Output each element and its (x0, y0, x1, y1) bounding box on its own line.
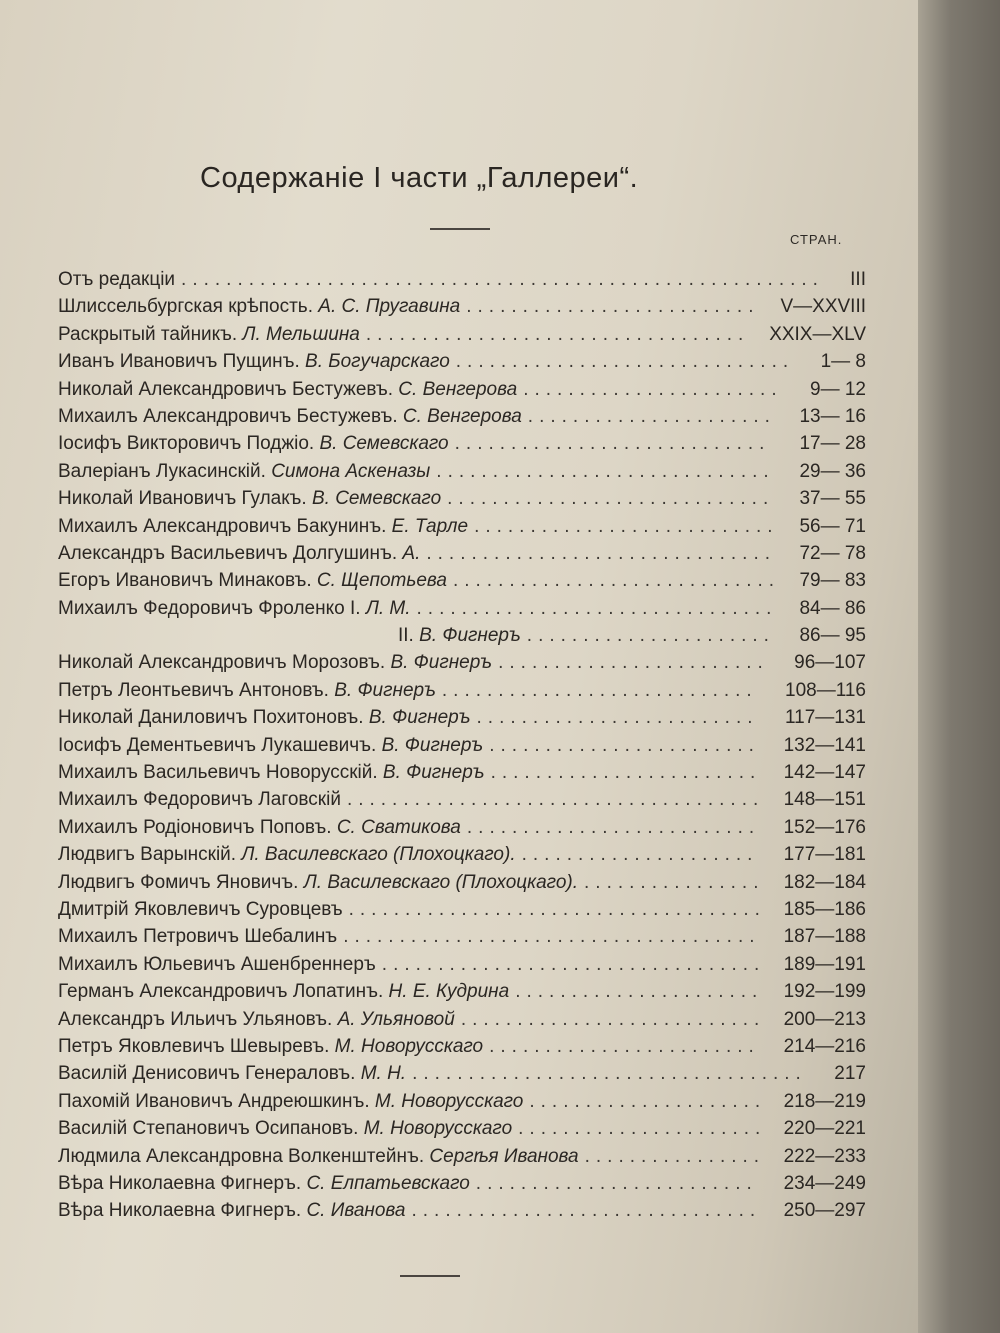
entry-pages: III (850, 269, 866, 290)
entry-subject: Николай Александровичъ Морозовъ. (58, 652, 386, 674)
entry-pages: 185—186 (783, 898, 866, 920)
toc-entry (58, 293, 878, 320)
leader-dots: ........................ (490, 762, 762, 784)
toc-entry-title (58, 951, 765, 978)
entry-subject: Иванъ Ивановичъ Пущинъ. (58, 351, 300, 373)
toc-entry-title (58, 266, 824, 293)
entry-pages: 152—176 (783, 816, 866, 838)
entry-author: Л. Мельшина (242, 323, 360, 345)
adjacent-page-edge (918, 0, 1000, 1333)
entry-pages: 192—199 (783, 981, 866, 1003)
entry-author: В. Фигнеръ (334, 679, 436, 701)
leader-dots: .......................... (466, 296, 760, 318)
entry-subject: Шлиссельбургская крѣпость. (58, 296, 313, 318)
entry-pages: 132—141 (783, 734, 866, 756)
toc-entry (58, 841, 878, 868)
entry-pages: 108—116 (785, 679, 866, 701)
entry-subject: Василій Денисовичъ Генераловъ. (58, 1063, 356, 1085)
entry-pages: 79— 83 (799, 570, 866, 592)
toc-entry-title (398, 622, 775, 649)
entry-author: А. С. Пругавина (318, 296, 461, 318)
toc-entry-title (58, 293, 759, 320)
entry-pages: 117—131 (785, 707, 866, 729)
leader-dots: ................................... (412, 1063, 807, 1085)
toc-entry (58, 321, 878, 348)
toc-entry (58, 1033, 878, 1060)
entry-pages: 96—107 (794, 652, 866, 674)
toc-entry (58, 1115, 878, 1142)
toc-entry (58, 1088, 878, 1115)
page-title: Содержаніе I части „Галлереи“. (200, 162, 639, 194)
toc-entry (58, 376, 878, 403)
entry-subject: Александръ Ильичъ Ульяновъ. (58, 1008, 333, 1030)
leader-dots: .............................. (436, 460, 775, 482)
toc-entry (58, 1197, 878, 1224)
toc-entry (58, 458, 878, 485)
entry-subject: Петръ Яковлевичъ Шевыревъ. (58, 1035, 330, 1057)
entry-pages: 17— 28 (799, 433, 866, 455)
entry-pages: XXIX—XLV (769, 323, 866, 345)
entry-subject: Михаилъ Юльевичъ Ашенбреннеръ (58, 953, 376, 975)
leader-dots: .................................. (381, 953, 766, 975)
entry-pages: 234—249 (783, 1172, 866, 1194)
toc-entry-title (58, 649, 769, 676)
entry-author: С. Венгерова (398, 378, 518, 400)
entry-author: Н. Е. Кудрина (388, 981, 510, 1003)
toc-entry-title (58, 759, 761, 786)
toc-entry-title (58, 595, 777, 622)
leader-dots: ......................................................... (181, 269, 824, 290)
toc-entry-title (58, 732, 760, 759)
leader-dots: ....................... (523, 378, 783, 400)
table-of-contents (58, 266, 878, 1225)
entry-pages: 148—151 (783, 789, 866, 811)
toc-entry-title (58, 814, 760, 841)
leader-dots: ......................... (475, 1172, 758, 1194)
toc-entry-title (58, 1006, 765, 1033)
entry-pages: 222—233 (783, 1145, 866, 1167)
toc-entry (58, 1170, 878, 1197)
toc-entry (58, 732, 878, 759)
title-divider (430, 228, 490, 230)
entry-pages: 86— 95 (799, 625, 866, 647)
entry-subject: Михаилъ Александровичъ Бестужевъ. (58, 405, 398, 427)
toc-entry-title (58, 430, 770, 457)
leader-dots: ............................ (441, 679, 758, 701)
entry-subject: Петръ Леонтьевичъ Антоновъ. (58, 679, 329, 701)
toc-entry (58, 786, 878, 813)
entry-pages: 1— 8 (820, 351, 866, 373)
entry-subject: Михаилъ Федоровичъ Фроленко I. (58, 597, 361, 619)
entry-author: С. Иванова (306, 1200, 406, 1222)
entry-pages: 214—216 (783, 1035, 866, 1057)
entry-author: М. Новорусскаго (334, 1035, 484, 1057)
entry-pages: 37— 55 (799, 488, 866, 510)
entry-subject: Егоръ Ивановичъ Минаковъ. (58, 570, 312, 592)
toc-entry-title (58, 485, 774, 512)
entry-subject: Николай Ивановичъ Гулакъ. (58, 488, 307, 510)
toc-entry (58, 567, 878, 594)
entry-pages: 218—219 (783, 1090, 866, 1112)
leader-dots: ................ (584, 1145, 766, 1167)
toc-entry (58, 869, 878, 896)
toc-entry-title (58, 376, 783, 403)
entry-pages: V—XXVIII (780, 296, 866, 318)
leader-dots: ............................... (426, 542, 777, 564)
leader-dots: ..................................... (346, 789, 765, 811)
entry-pages: 200—213 (783, 1008, 866, 1030)
toc-entry (58, 595, 878, 622)
leader-dots: ........................ (489, 734, 760, 756)
leader-dots: ..................................... (348, 898, 766, 920)
entry-author: В. Фигнеръ (390, 652, 493, 674)
entry-author: М. Новорусскаго (363, 1118, 513, 1140)
toc-entry (58, 513, 878, 540)
entry-pages: 9— 12 (810, 378, 866, 400)
toc-entry (58, 540, 878, 567)
toc-entry-title (58, 540, 776, 567)
entry-subject: Пахомій Ивановичъ Андреюшкинъ. (58, 1090, 370, 1112)
entry-subject: II. (398, 625, 414, 647)
toc-entry-title (58, 786, 764, 813)
entry-subject: Михаилъ Родіоновичъ Поповъ. (58, 816, 332, 838)
toc-entry-title (58, 321, 749, 348)
toc-entry (58, 266, 878, 293)
entry-pages: 250—297 (783, 1200, 866, 1222)
entry-author: В. Фигнеръ (368, 707, 471, 729)
entry-pages: 220—221 (783, 1118, 866, 1140)
entry-author: М. Н. (360, 1063, 407, 1085)
entry-subject: Валеріанъ Лукасинскій. (58, 460, 266, 482)
toc-entry (58, 677, 878, 704)
toc-entry (58, 403, 878, 430)
entry-author: С. Щепотьева (316, 570, 447, 592)
entry-subject: Іосифъ Викторовичъ Поджіо. (58, 433, 315, 455)
pages-column-header: СТРАН. (790, 232, 843, 247)
toc-entry-title (58, 704, 759, 731)
entry-author: В. Семевскаго (319, 433, 449, 455)
entry-author: А. Ульяновой (337, 1008, 455, 1030)
toc-entry-title (58, 923, 761, 950)
leader-dots: ........................... (474, 515, 779, 537)
toc-entry (58, 951, 878, 978)
entry-subject: Александръ Васильевичъ Долгушинъ. (58, 542, 398, 564)
leader-dots: ..................................... (343, 926, 761, 948)
toc-entry (58, 485, 878, 512)
leader-dots: ............................. (447, 488, 775, 510)
entry-subject: Дмитрій Яковлевичъ Суровцевъ (58, 898, 343, 920)
leader-dots: ................................ (416, 597, 778, 619)
leader-dots: ................ (584, 871, 765, 893)
entry-pages: 177—181 (783, 844, 866, 866)
entry-subject: Людвигъ Фомичъ Яновичъ. (58, 871, 299, 893)
entry-author: С. Сватикова (336, 816, 461, 838)
leader-dots: ............................. (452, 570, 781, 592)
entry-author: В. Семевскаго (311, 488, 442, 510)
toc-entry-title (58, 869, 764, 896)
leader-dots: .................................. (365, 323, 750, 345)
entry-pages: 56— 71 (799, 515, 866, 537)
toc-entry-title (58, 1143, 765, 1170)
toc-entry (58, 923, 878, 950)
leader-dots: ......................... (476, 707, 759, 729)
entry-pages: 142—147 (783, 762, 866, 784)
toc-entry-title (58, 348, 794, 375)
toc-entry-title (58, 1197, 761, 1224)
toc-entry-title (58, 1115, 766, 1142)
entry-subject: Николай Александровичъ Бестужевъ. (58, 378, 394, 400)
entry-subject: Вѣра Николаевна Фигнеръ. (58, 1172, 302, 1194)
entry-subject: Михаилъ Федоровичъ Лаговскій (58, 789, 341, 811)
toc-entry (58, 704, 878, 731)
entry-author: М. Новорусскаго (374, 1090, 524, 1112)
toc-entry-title (58, 513, 779, 540)
entry-subject: Василій Степановичъ Осипановъ. (58, 1118, 359, 1140)
toc-entry (58, 1143, 878, 1170)
leader-dots: ........................ (498, 652, 769, 674)
leader-dots: ...................... (515, 981, 764, 1003)
toc-entry-title (58, 458, 775, 485)
leader-dots: ...................... (527, 405, 776, 427)
entry-subject: Вѣра Николаевна Фигнеръ. (58, 1200, 302, 1222)
entry-subject: Германъ Александровичъ Лопатинъ. (58, 981, 384, 1003)
entry-subject: Отъ редакціи (58, 269, 176, 290)
entry-subject: Людвигъ Варынскій. (58, 844, 237, 866)
entry-author: Л. М. (365, 597, 411, 619)
leader-dots: ........................... (460, 1008, 766, 1030)
entry-subject: Николай Даниловичъ Похитоновъ. (58, 707, 364, 729)
leader-dots: .............................. (455, 351, 795, 373)
entry-author: Симона Аскеназы (271, 460, 431, 482)
entry-author: В. Богучарскаго (305, 351, 450, 373)
entry-author: Л. Василевскаго (Плохоцкаго). (303, 871, 579, 893)
toc-entry (58, 1060, 878, 1087)
leader-dots: ...................... (518, 1118, 767, 1140)
entry-subject: Михаилъ Васильевичъ Новорусскій. (58, 762, 378, 784)
toc-entry-title (58, 841, 758, 868)
entry-subject: Раскрытый тайникъ. (58, 323, 238, 345)
toc-entry-title (58, 1088, 766, 1115)
entry-subject: Михаилъ Александровичъ Бакунинъ. (58, 515, 387, 537)
toc-entry (58, 814, 878, 841)
leader-dots: .......................... (466, 816, 761, 838)
toc-entry-title (58, 1060, 807, 1087)
entry-subject: Михаилъ Петровичъ Шебалинъ (58, 926, 338, 948)
entry-author: В. Фигнеръ (419, 625, 521, 647)
bottom-divider (400, 1275, 460, 1277)
entry-subject: Людмила Александровна Волкенштейнъ. (58, 1145, 425, 1167)
entry-author: С. Елпатьевскаго (306, 1172, 470, 1194)
entry-pages: 187—188 (783, 926, 866, 948)
toc-entry (58, 978, 878, 1005)
leader-dots: ..................... (529, 1090, 767, 1112)
toc-entry-title (58, 403, 776, 430)
toc-entry-title (58, 567, 780, 594)
entry-author: Л. Василевскаго (Плохоцкаго). (241, 844, 516, 866)
entry-author: А. (402, 542, 421, 564)
toc-entry (58, 622, 878, 649)
leader-dots: ..................... (521, 844, 759, 866)
entry-pages: 72— 78 (799, 542, 866, 564)
toc-entry (58, 430, 878, 457)
leader-dots: ........................ (489, 1035, 760, 1057)
entry-author: С. Венгерова (402, 405, 522, 427)
leader-dots: ...................... (526, 625, 775, 647)
entry-author: Е. Тарле (391, 515, 469, 537)
entry-pages: 217 (834, 1063, 866, 1085)
toc-entry-title (58, 1033, 760, 1060)
toc-entry-title (58, 1170, 758, 1197)
entry-pages: 189—191 (783, 953, 866, 975)
entry-pages: 13— 16 (799, 405, 866, 427)
entry-pages: 84— 86 (799, 597, 866, 619)
entry-author: Сергѣя Иванова (429, 1145, 579, 1167)
entry-pages: 29— 36 (799, 460, 866, 482)
toc-entry-title (58, 677, 758, 704)
entry-author: В. Фигнеръ (382, 762, 485, 784)
toc-entry (58, 759, 878, 786)
toc-entry-title (58, 896, 766, 923)
entry-author: В. Фигнеръ (381, 734, 484, 756)
entry-pages: 182—184 (783, 871, 866, 893)
entry-subject: Іосифъ Дементьевичъ Лукашевичъ. (58, 734, 377, 756)
toc-entry-title (58, 978, 763, 1005)
toc-entry (58, 896, 878, 923)
leader-dots: ............................... (411, 1200, 762, 1222)
leader-dots: ............................ (454, 433, 771, 455)
toc-entry (58, 1006, 878, 1033)
toc-entry (58, 649, 878, 676)
toc-entry (58, 348, 878, 375)
